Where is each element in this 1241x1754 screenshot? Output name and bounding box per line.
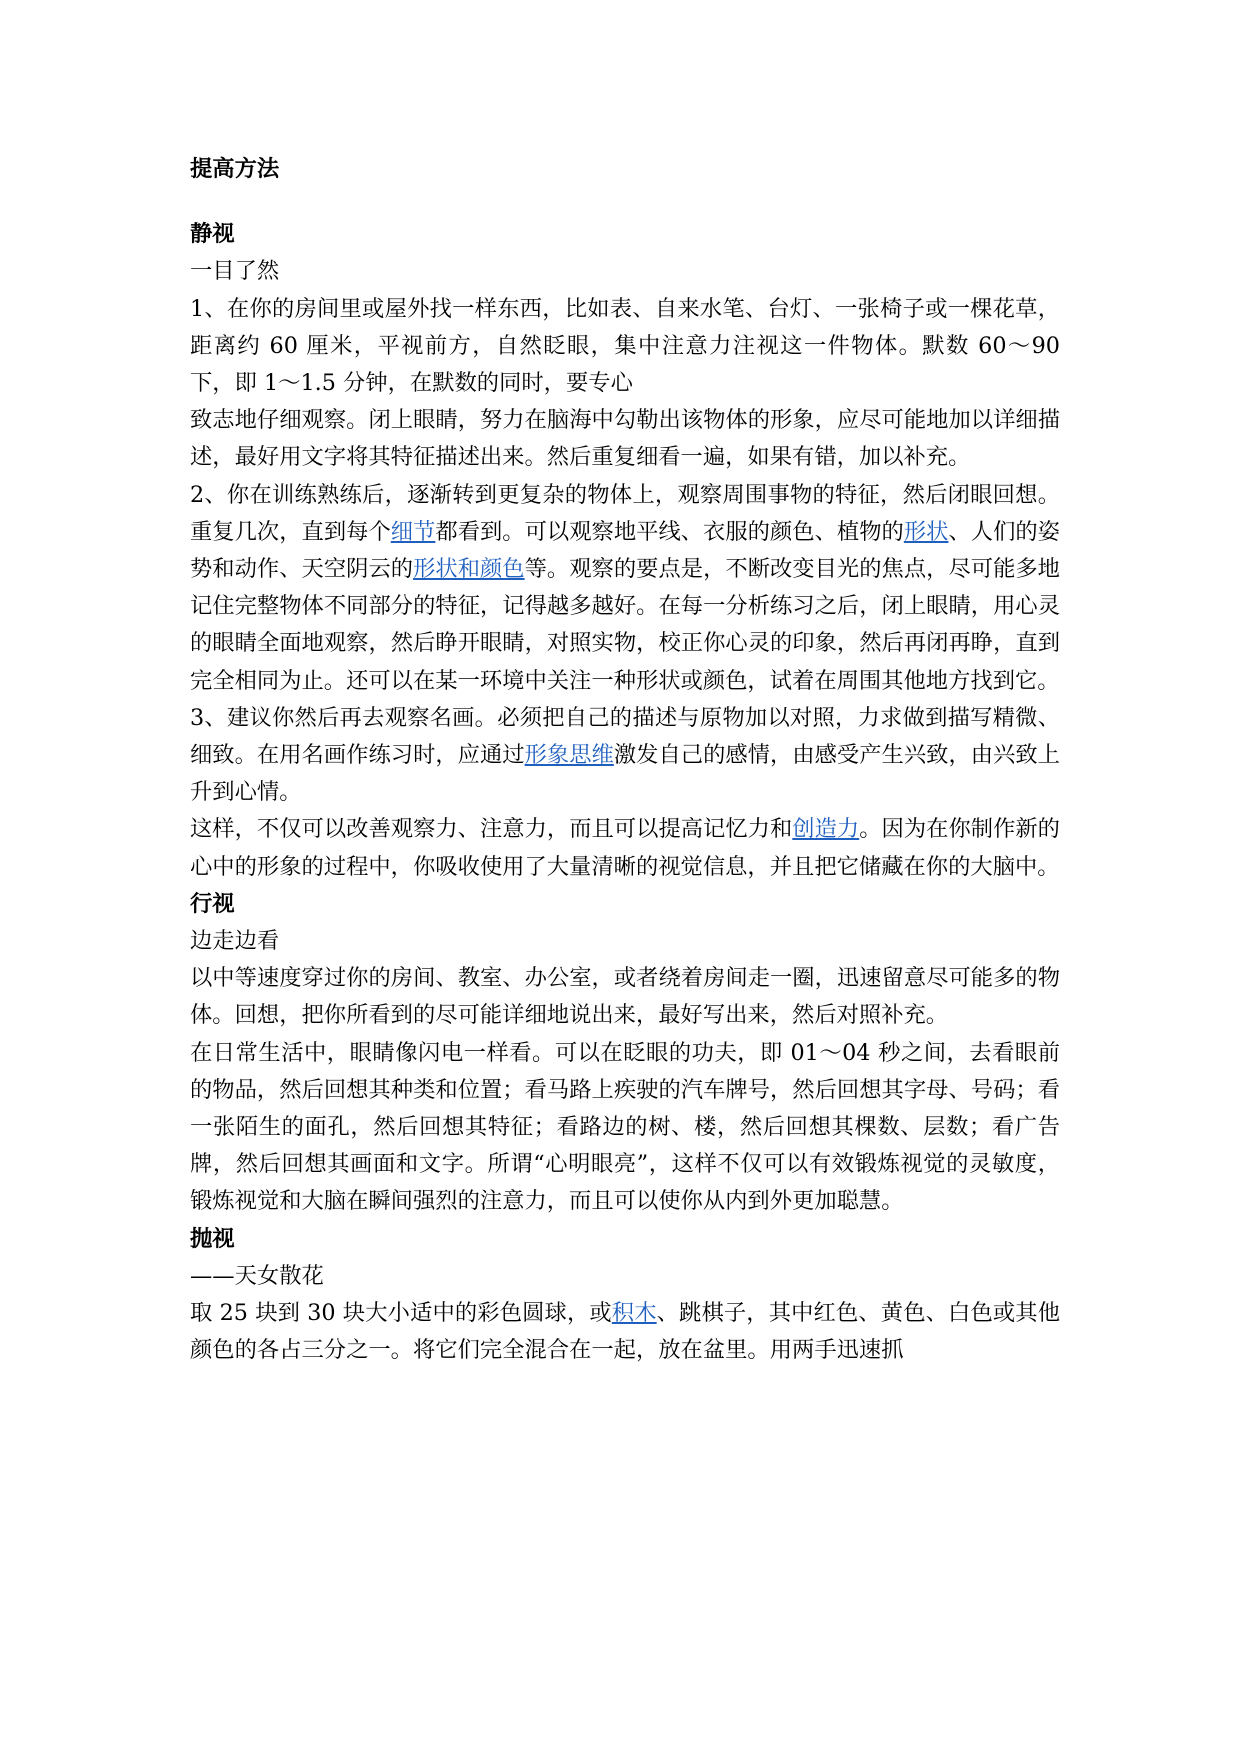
paragraph-4: [190, 811, 1060, 885]
page-title: 提高方法: [190, 156, 280, 182]
text-run: 、跳棋子，其中红色、黄色、白色或其他颜色的各占三分之一。将它们完全混合在一起，放在盆里。用两手迅速抓: [190, 1300, 1060, 1364]
text-run: 3、建议你然后再去观察名画。必须把自己的描述与原物加以对照，力求做到描写精微、细致。在用名画作练习时，应通过: [190, 704, 1060, 769]
text-run: 、人们的姿势和动作、天空阴云的: [190, 518, 1060, 583]
text-run: 取 25 块到 30 块大小适中的彩色圆球，或: [190, 1300, 612, 1327]
paragraph-7: [190, 1295, 1060, 1369]
text-run: 都看到。可以观察地平线、衣服的颜色、植物的: [435, 518, 904, 545]
paragraph-3: [190, 700, 1060, 812]
text-run: 2、你在训练熟练后，逐渐转到更复杂的物体上，观察周围事物的特征，然后闭眼回想。重复几次，直到每个: [190, 481, 1060, 545]
paragraph-5: 以中等速度穿过你的房间、教室、办公室，或者绕着房间走一圈，迅速留意尽可能多的物体。回想，把你所看到的尽可能详细地说出来，最好写出来，然后对照补充。: [190, 965, 1060, 1029]
section-subtitle-walking-view: 边走边看: [190, 928, 280, 955]
section-heading-static-view: 静视: [190, 221, 235, 248]
section-heading-walking-view: 行视: [190, 890, 235, 917]
text-run: 等。观察的要点是，不断改变目光的焦点，尽可能多地记住完整物体不同部分的特征，记得越多越好。在每一分析练习之后，闭上眼睛，用心灵的眼睛全面地观察，然后睁开眼睛，对照实物，校正你心灵的印象，然后再闭再睁，直到完全相同为止。还可以在某一环境中关注一种形状或颜色，试着在周围其他地方找到它。: [190, 556, 1060, 694]
link-shape[interactable]: 形状: [903, 518, 949, 545]
document-body: [190, 151, 1060, 1370]
paragraph-6: 在日常生活中，眼睛像闪电一样看。可以在眨眼的功夫，即 01～04 秒之间，去看眼前的物品，然后回想其种类和位置；看马路上疾驶的汽车牌号，然后回想其字母、号码；看一张陌生的面孔，然后回想其特征；看路边的树、楼，然后回想其棵数、层数；看广告牌，然后回想其画面和文字。所谓“心明眼亮”，这样不仅可以有效锻炼视觉的灵敏度，锻炼视觉和大脑在瞬间强烈的注意力，而且可以使你从内到外更加聪慧。: [190, 1039, 1060, 1215]
paragraph-1b: 致志地仔细观察。闭上眼睛，努力在脑海中勾勒出该物体的形象，应尽可能地加以详细描述，最好用文字将其特征描述出来。然后重复细看一遍，如果有错，加以补充。: [190, 407, 1060, 471]
section-heading-toss-view: 抛视: [190, 1225, 235, 1252]
paragraph-1a: 1、在你的房间里或屋外找一样东西，比如表、自来水笔、台灯、一张椅子或一棵花草，距离约 60 厘米，平视前方，自然眨眼，集中注意力注视这一件物体。默数 60～90 下，即 1～1.5 分钟，在默数的同时，要专心: [190, 295, 1060, 397]
link-creativity[interactable]: 创造力: [792, 816, 860, 843]
link-detail[interactable]: 细节: [390, 518, 436, 545]
link-building-blocks[interactable]: 积木: [611, 1300, 657, 1327]
text-run: 这样，不仅可以改善观察力、注意力，而且可以提高记忆力和: [190, 816, 793, 843]
text-run: 。因为在你制作新的心中的形象的过程中，你吸收使用了大量清晰的视觉信息，并且把它储藏在你的大脑中。: [190, 816, 1060, 880]
text-run: 激发自己的感情，由感受产生兴致，由兴致上升到心情。: [190, 742, 1060, 806]
link-imagery-thinking[interactable]: 形象思维: [524, 742, 614, 769]
section-subtitle-static-view: 一目了然: [190, 258, 280, 285]
section-subtitle-toss-view: ——天女散花: [190, 1262, 324, 1289]
paragraph-2: [190, 477, 1060, 700]
link-shape-and-color[interactable]: 形状和颜色: [413, 556, 525, 583]
